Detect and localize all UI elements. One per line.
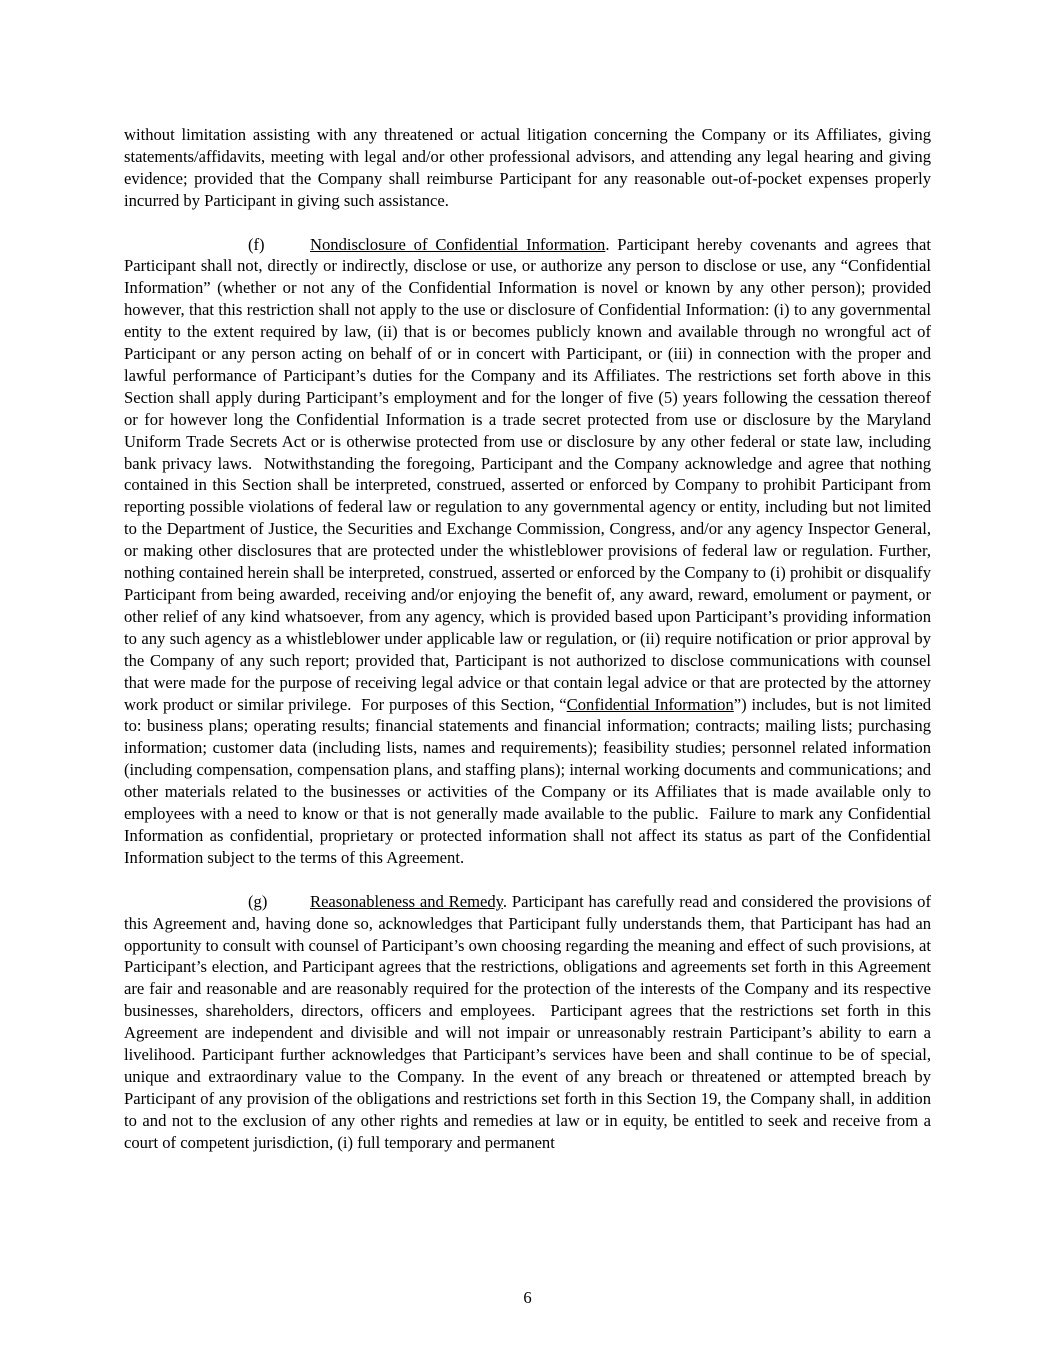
section-f-text-part1: . Participant hereby covenants and agrees that Participant shall not, directly or indirectly, disclose or use, or authorize any person to disclose or use, any “Confidential Information” (whether or not any of the Confidential Information is novel or known by any other person); provided however, that this restriction shall not apply to the use or disclosure of Confidential Information: (i) to any governmental entity to the extent required by law, (ii) that is or becomes publicly known and available through no wrongful act of Participant or any person acting on behalf of or in concert with Participant, or (iii) in connection with the proper and lawful performance of Participant’s duties for the Company and its Affiliates. The restrictions set forth above in this Section shall apply during Participant’s employment and for the longer of five (5) years following the cessation thereof or for however long the Confidential Information is a trade secret protected from use or disclosure by the Maryland Uniform Trade Secrets Act or is otherwise protected from use or disclosure by any other federal or state law, including bank privacy laws. Notwithstanding the foregoing, Participant and the Company acknowledge and agree that nothing contained in this Section shall be interpreted, construed, asserted or enforced by Company to prohibit Participant from reporting possible violations of federal law or regulation to any governmental agency or entity, including but not limited to the Department of Justice, the Securities and Exchange Commission, Congress, and/or any agency Inspector General, or making other disclosures that are protected under the whistleblower provisions of federal law or regulation. Further, nothing contained herein shall be interpreted, construed, asserted or enforced by the Company to (i) prohibit or disqualify Participant from being awarded, receiving and/or enjoying the benefit of, any award, reward, emolument or payment, or other relief of any kind whatsoever, from any agency, which is provided based upon Participant’s providing information to any such agency as a whistleblower under applicable law or regulation, or (ii) require notification or prior approval by the Company of any such report; provided that, Participant is not authorized to disclose communications with counsel that were made for the purpose of receiving legal advice or that contain legal advice or that are protected by the attorney work product or similar privilege. For purposes of this Section, “ <box>124 234 931 714</box>
section-g-heading: Reasonableness and Remedy <box>310 891 503 911</box>
document-page <box>124 124 931 1154</box>
paragraph-continuation: without limitation assisting with any threatened or actual litigation concerning the Company or its Affiliates, giving statements/affidavits, meeting with legal and/or other professional advisors, and attending any legal hearing and giving evidence; provided that the Company shall reimburse Participant for any reasonable out-of-pocket expenses properly incurred by Participant in giving such assistance. <box>124 125 931 210</box>
page-number: 6 <box>523 1288 532 1307</box>
section-g-text: . Participant has carefully read and considered the provisions of this Agreement and, having done so, acknowledges that Participant fully understands them, that Participant has had an opportunity to consult with counsel of Participant’s own choosing regarding the meaning and effect of such provisions, at Participant’s election, and Participant agrees that the restrictions, obligations and agreements set forth in this Agreement are fair and reasonable and are reasonably required for the protection of the interests of the Company and its respective businesses, shareholders, directors, officers and employees. Participant agrees that the restrictions set forth in this Agreement are independent and divisible and will not impair or unreasonably restrain Participant’s ability to earn a livelihood. Participant further acknowledges that Participant’s services have been and shall continue to be of special, unique and extraordinary value to the Company. In the event of any breach or threatened or attempted breach by Participant of any provision of the obligations and restrictions set forth in this Section 19, the Company shall, in addition to and not to the exclusion of any other rights and remedies at law or in equity, be entitled to seek and receive from a court of competent jurisdiction, (i) full temporary and permanent <box>124 891 931 1152</box>
paragraph-spacer <box>124 869 931 891</box>
section-f-label: (f) <box>248 234 265 254</box>
section-g-label: (g) <box>248 891 268 911</box>
section-f-heading: Nondisclosure of Confidential Information <box>310 234 606 254</box>
section-f-paragraph <box>124 234 931 869</box>
defined-term-confidential-information: Confidential Information <box>566 694 734 714</box>
section-f-text-part2: ”) includes, but is not limited to: business plans; operating results; financial statements and financial information; contracts; mailing lists; purchasing information; customer data (including lists, names and requirements); feasibility studies; personnel related information (including compensation, compensation plans, and staffing plans); internal working documents and communications; and other materials related to the businesses or activities of the Company or its Affiliates that is made available only to employees with a need to know or that is not generally made available to the public. Failure to mark any Confidential Information as confidential, proprietary or protected information shall not affect its status as part of the Confidential Information subject to the terms of this Agreement. <box>124 694 931 867</box>
section-g-paragraph <box>124 891 931 1154</box>
paragraph-spacer <box>124 212 931 234</box>
